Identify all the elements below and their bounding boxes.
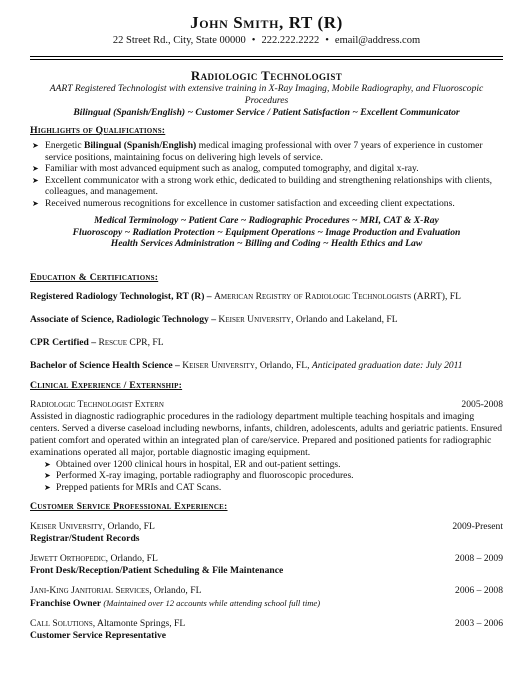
arrow-bullet-icon: ➤ [32,141,39,150]
education-section [30,272,503,372]
degree: Bachelor of Science Health Science [30,359,173,371]
section-heading: Clinical Experience / Externship: [30,379,183,391]
section-heading: Highlights of Qualifications: [30,125,166,136]
arrow-bullet-icon: ➤ [44,459,51,469]
headline-block [30,68,503,119]
contact-line [30,34,503,48]
arrow-bullet-icon: ➤ [32,198,39,208]
highlight-text: medical imaging professional with over 7 years of experience in customer service positions, maintaining focus on delivering high levels of service. [45,140,483,163]
dash: – [88,336,99,348]
highlight-bold: Bilingual (Spanish/English) [83,140,197,151]
job-dates: 2005-2008 [461,398,503,410]
job-description: Assisted in diagnostic radiographic procedures in the radiology department multiple teaching hospitals and imaging centers. Served a diverse caseload including newborns, infants, children, adolescents, adults and geriatric patients. Ensured patient comfort and operated within an integrated plan of care/service. Prepared and positioned patients for radiographic examinations operated all major, portable diagnostic imaging equipment. [30,410,503,458]
job-employer [30,553,158,565]
degree: Registered Radiology Technologist, RT (R) [30,290,205,302]
job-role-title: Franchise Owner [30,598,101,609]
education-item [30,314,503,326]
dash: – [208,313,219,325]
clinical-list [30,459,503,494]
employer-location: , Altamonte Springs, FL [92,618,186,629]
job-dates: 2009-Present [452,521,503,532]
contact-separator: • [251,35,256,46]
employer-location: , Orlando, FL [102,521,155,532]
institution: American Registry of Radiologic Technologists (ARRT) [214,290,445,302]
job-employer [30,521,155,533]
keyword-line: Fluoroscopy ~ Radiation Protection ~ Equipment Operations ~ Image Production and Evaluation [72,226,461,238]
arrow-bullet-icon: ➤ [32,175,39,185]
job-role: Customer Service Representative [30,630,167,641]
job-entry [30,553,503,577]
job-dates: 2008 – 2009 [455,553,503,564]
job-header [30,585,503,597]
job-dates: 2003 – 2006 [455,618,503,629]
headline-strengths: Bilingual (Spanish/English) ~ Customer Service / Patient Satisfaction ~ Excellent Communicator [73,107,460,118]
phone: 222.222.2222 [261,35,320,46]
arrow-bullet-icon: ➤ [32,164,39,173]
employer-name: Call Solutions [30,618,93,629]
employer-name: Keiser University [30,521,103,532]
list-item [30,175,503,198]
dash: – [204,290,214,302]
highlight-text: Received numerous recognitions for excellence in customer satisfaction and exceeding client expectations. [45,197,455,209]
job-header [30,399,503,411]
employer-name: Jewett Orthopedic [30,553,106,564]
location: , Orlando and Lakeland, FL [291,313,398,325]
job-header [30,553,503,565]
location: , FL [147,336,164,348]
institution: Keiser University [182,359,255,371]
list-item [30,459,503,471]
location: , FL [444,290,461,302]
institution: Keiser University [218,313,292,325]
education-item [30,291,503,303]
keyword-line: Medical Terminology ~ Patient Care ~ Radiographic Procedures ~ MRI, CAT & X-Ray [94,215,439,226]
header-divider-thin [30,59,503,60]
keyword-block [30,215,503,250]
arrow-bullet-icon: ➤ [44,471,51,480]
degree: CPR Certified [30,336,89,348]
arrow-bullet-icon: ➤ [44,482,51,492]
contact-separator: • [325,35,329,46]
employer-location: , Orlando, FL [105,553,158,564]
list-item [30,470,503,482]
job-header [30,521,503,533]
keyword-line: Health Services Administration ~ Billing and Coding ~ Health Ethics and Law [110,238,423,249]
job-entry [30,585,503,610]
job-employer [30,585,201,597]
list-item [30,140,503,163]
headline-summary: AART Registered Technologist with extensive training in X-Ray Imaging, Mobile Radiography, and Fluoroscopic Procedures [49,83,484,106]
dash: – [172,359,183,371]
location: , Orlando, FL, [254,359,312,371]
headline-title: Radiologic Technologist [190,68,343,83]
job-title: Radiologic Technologist Extern [30,398,164,410]
education-item [30,360,503,372]
customer-service-section [30,501,503,642]
job-header [30,618,503,630]
candidate-name: John Smith, RT (R) [190,13,343,32]
employer-location: , Orlando, FL [149,585,202,596]
institution: Rescue CPR [98,336,148,348]
resume-header [30,0,503,48]
highlight-text: Familiar with most advanced equipment such as analog, computed tomography, and digital x-ray. [45,163,419,174]
job-entry [30,521,503,545]
job-employer [30,618,185,630]
education-item [30,337,503,349]
clinical-section [30,380,503,494]
clinical-bullet-text: Obtained over 1200 clinical hours in hospital, ER and out-patient settings. [56,458,341,470]
highlight-text: Excellent communicator with a strong work ethic, dedicated to building and strengthening relationships with clients, colleagues, and management. [45,174,493,197]
clinical-bullet-text: Performed X-ray imaging, portable radiography and fluoroscopic procedures. [56,470,354,481]
job-role: Registrar/Student Records [30,533,140,544]
clinical-bullet-text: Prepped patients for MRIs and CAT Scans. [56,481,222,493]
employer-name: Jani-King Janitorial Services [30,585,150,596]
graduation-note: Anticipated graduation date: July 2011 [311,359,463,371]
list-item [30,198,503,210]
header-divider [30,56,503,57]
address: 22 Street Rd., City, State 00000 [112,35,246,46]
highlight-text: Energetic [45,140,84,151]
job-dates: 2006 – 2008 [455,585,503,596]
email-link[interactable]: email@address.com [334,35,421,46]
list-item [30,163,503,175]
highlights-section [30,125,503,250]
section-heading: Customer Service Professional Experience: [30,501,228,512]
highlights-list [30,140,503,209]
list-item [30,482,503,494]
job-role [30,597,503,610]
job-note: (Maintained over 12 accounts while attending school full time) [103,598,321,608]
degree: Associate of Science, Radiologic Technology [30,313,209,325]
job-entry [30,618,503,642]
section-heading: Education & Certifications: [30,271,159,283]
job-role: Front Desk/Reception/Patient Scheduling & File Maintenance [30,565,284,576]
